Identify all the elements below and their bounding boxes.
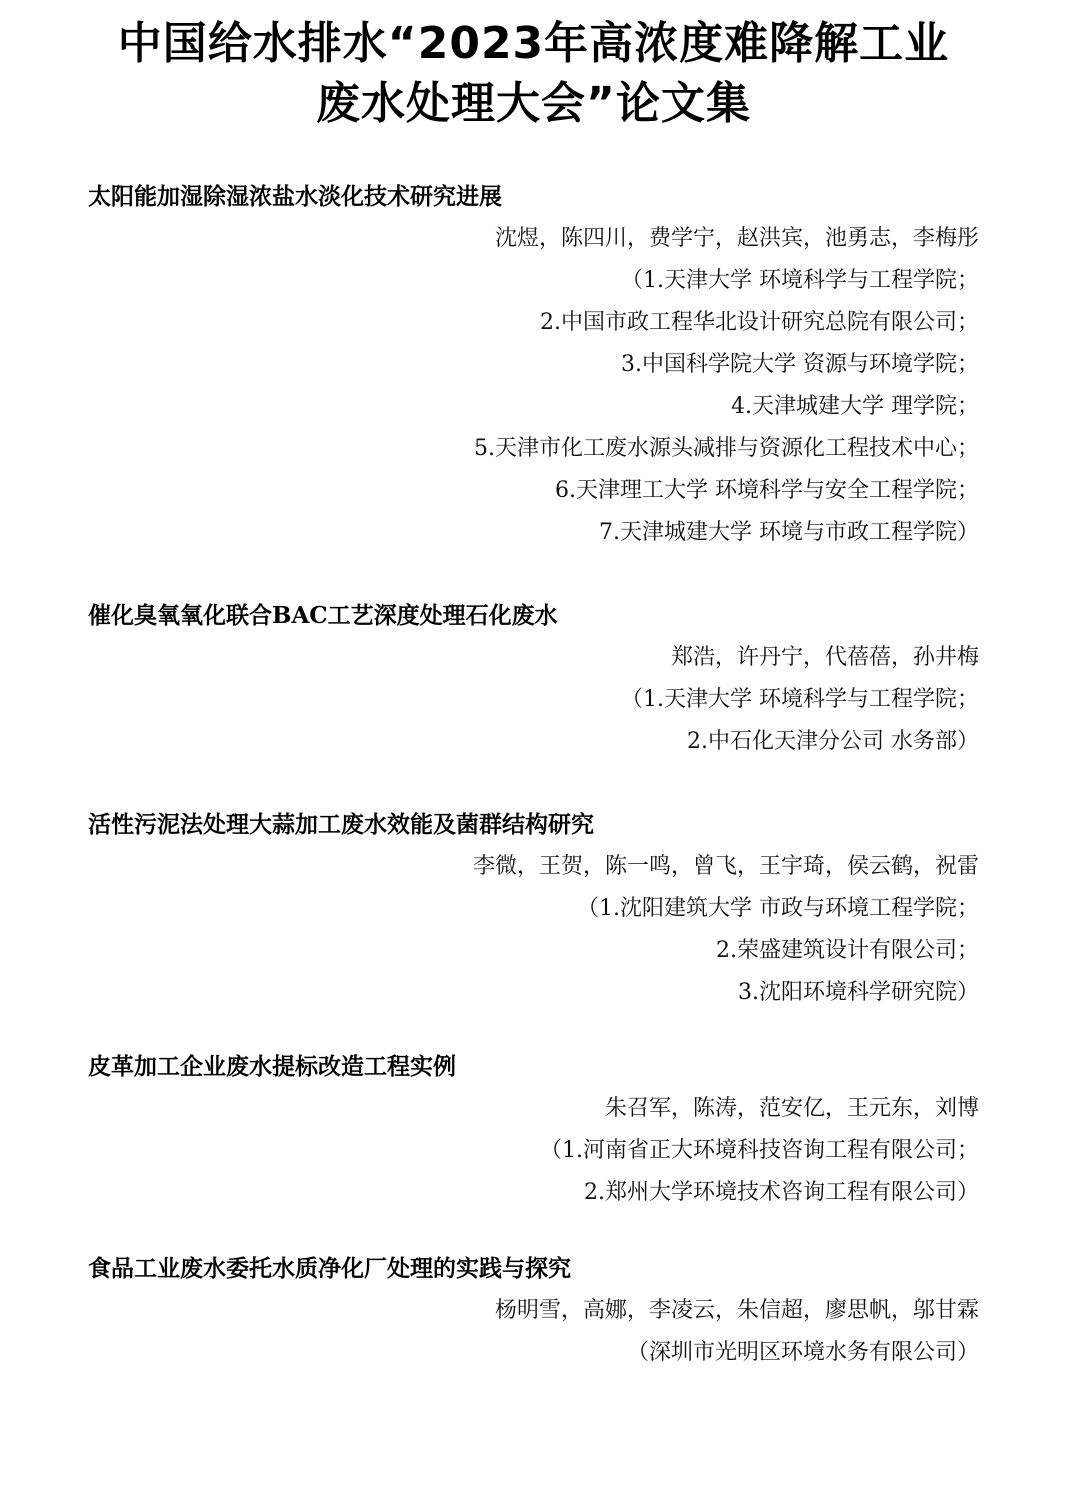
paper-authors: 郑浩，许丹宁，代蓓蓓，孙井梅 <box>670 645 979 670</box>
paper-affiliation: 2.中国市政工程华北设计研究总院有限公司； <box>540 310 979 335</box>
paper-title: 太阳能加湿除湿浓盐水淡化技术研究进展 <box>88 183 502 210</box>
paper-affiliation: （深圳市光明区环境水务有限公司） <box>626 1340 979 1365</box>
document-title <box>0 14 1067 134</box>
paper-affiliation: 2.荣盛建筑设计有限公司； <box>716 938 979 963</box>
paper-title: 皮革加工企业废水提标改造工程实例 <box>88 1053 456 1080</box>
paper-title: 催化臭氧氧化联合BAC工艺深度处理石化废水 <box>88 602 558 629</box>
paper-affiliation: 5.天津市化工废水源头减排与资源化工程技术中心； <box>474 436 979 461</box>
paper-title: 食品工业废水委托水质净化厂处理的实践与探究 <box>88 1255 571 1282</box>
document-title-line-1: 中国给水排水“2023年高浓度难降解工业 <box>117 18 950 69</box>
paper-affiliation: （1.沈阳建筑大学 市政与环境工程学院； <box>577 896 979 921</box>
paper-authors: 朱召军，陈涛，范安亿，王元东，刘博 <box>604 1096 979 1121</box>
paper-affiliation: 3.中国科学院大学 资源与环境学院； <box>621 352 979 377</box>
paper-authors: 杨明雪，高娜，李凌云，朱信超，廖思帆，邬甘霖 <box>494 1298 979 1323</box>
paper-affiliation: （1.河南省正大环境科技咨询工程有限公司； <box>540 1138 979 1163</box>
paper-title: 活性污泥法处理大蒜加工废水效能及菌群结构研究 <box>88 811 594 838</box>
paper-affiliation: 7.天津城建大学 环境与市政工程学院） <box>599 520 979 545</box>
paper-authors: 李微，王贺，陈一鸣，曾飞，王宇琦，侯云鹤，祝雷 <box>472 854 979 879</box>
paper-affiliation: 2.郑州大学环境技术咨询工程有限公司） <box>584 1180 979 1205</box>
paper-affiliation: 3.沈阳环境科学研究院） <box>738 980 979 1005</box>
paper-affiliation: 2.中石化天津分公司 水务部） <box>687 729 979 754</box>
document-title-line-2: 废水处理大会”论文集 <box>316 78 751 129</box>
paper-affiliation: 6.天津理工大学 环境科学与安全工程学院； <box>555 478 979 503</box>
paper-affiliation: （1.天津大学 环境科学与工程学院； <box>621 687 979 712</box>
paper-affiliation: 4.天津城建大学 理学院； <box>731 394 979 419</box>
paper-authors: 沈煜，陈四川，费学宁，赵洪宾，池勇志，李梅彤 <box>494 226 979 251</box>
paper-affiliation: （1.天津大学 环境科学与工程学院； <box>621 268 979 293</box>
